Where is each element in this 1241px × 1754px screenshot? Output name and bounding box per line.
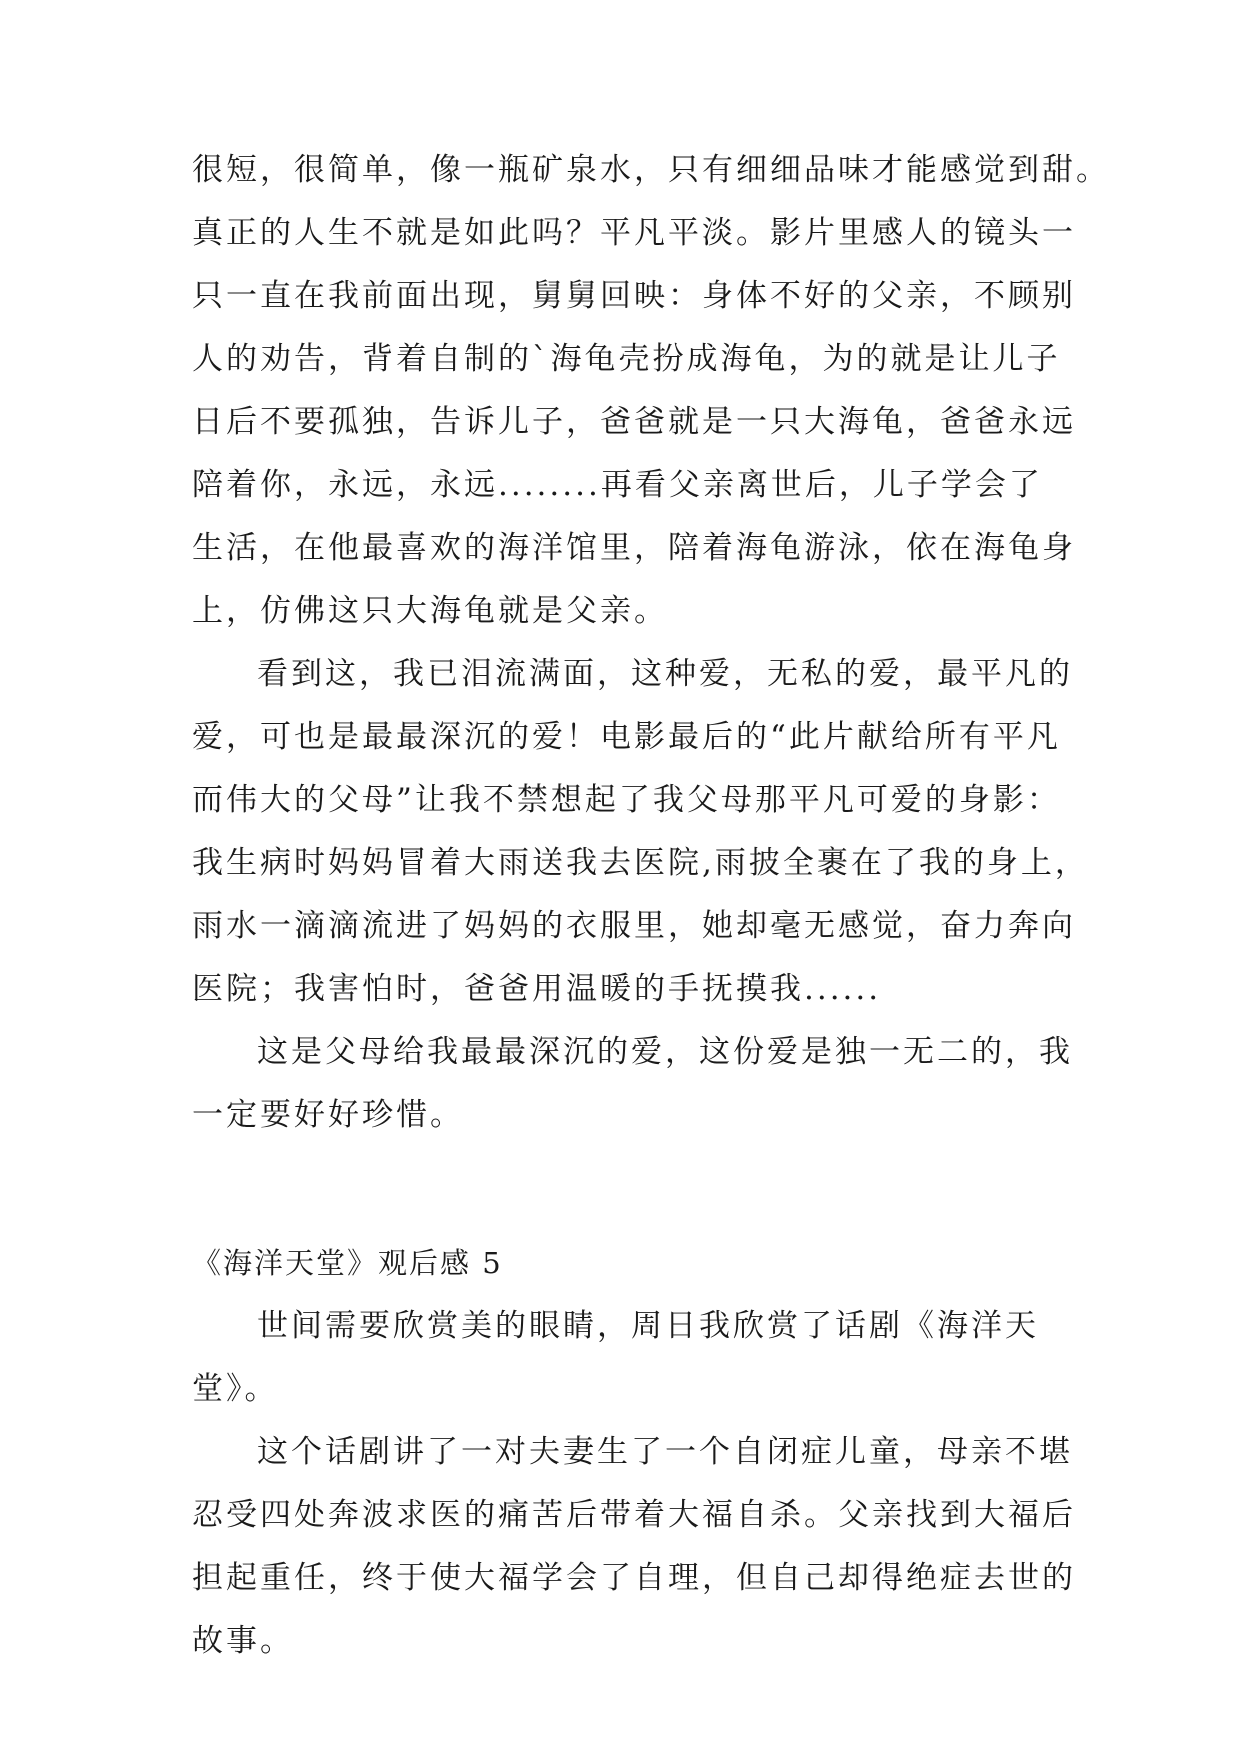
text-line: 堂》。 (192, 1371, 279, 1407)
text-line: 一定要好好珍惜。 (192, 1097, 464, 1133)
text-line: 真正的人生不就是如此吗？平凡平淡。影片里感人的镜头一 (192, 215, 1076, 251)
text-line: 只一直在我前面出现，舅舅回映：身体不好的父亲，不顾别 (192, 278, 1076, 314)
text-line: 日后不要孤独，告诉儿子，爸爸就是一只大海龟，爸爸永远 (192, 404, 1076, 440)
text-line: 我生病时妈妈冒着大雨送我去医院,雨披全裹在了我的身上， (192, 845, 1089, 881)
text-line: 雨水一滴滴流进了妈妈的衣服里，她却毫无感觉，奋力奔向 (192, 908, 1076, 944)
section-heading: 《海洋天堂》观后感 5 (192, 1246, 503, 1280)
text-line: 医院；我害怕时，爸爸用温暖的手抚摸我...... (192, 971, 882, 1007)
text-line: 担起重任，终于使大福学会了自理，但自己却得绝症去世的 (192, 1560, 1076, 1596)
paragraph-first-line: 世间需要欣赏美的眼睛，周日我欣赏了话剧《海洋天 (257, 1308, 1039, 1344)
text-line: 陪着你，永远，永远........再看父亲离世后，儿子学会了 (192, 467, 1043, 503)
text-line: 很短，很简单，像一瓶矿泉水，只有细细品味才能感觉到甜。 (192, 152, 1110, 188)
text-line: 故事。 (192, 1623, 294, 1659)
text-line: 上，仿佛这只大海龟就是父亲。 (192, 593, 668, 629)
text-line: 生活，在他最喜欢的海洋馆里，陪着海龟游泳，依在海龟身 (192, 530, 1076, 566)
text-line: 忍受四处奔波求医的痛苦后带着大福自杀。父亲找到大福后 (192, 1497, 1076, 1533)
paragraph-first-line: 这个话剧讲了一对夫妻生了一个自闭症儿童，母亲不堪 (257, 1434, 1073, 1470)
paragraph-first-line: 看到这，我已泪流满面，这种爱，无私的爱，最平凡的 (257, 656, 1073, 692)
text-line: 爱，可也是最最深沉的爱！电影最后的“此片献给所有平凡 (192, 719, 1061, 755)
text-line: 人的劝告，背着自制的`海龟壳扮成海龟，为的就是让儿子 (192, 341, 1061, 377)
text-line: 而伟大的父母”让我不禁想起了我父母那平凡可爱的身影： (192, 782, 1061, 818)
paragraph-first-line: 这是父母给我最最深沉的爱，这份爱是独一无二的，我 (257, 1034, 1073, 1070)
